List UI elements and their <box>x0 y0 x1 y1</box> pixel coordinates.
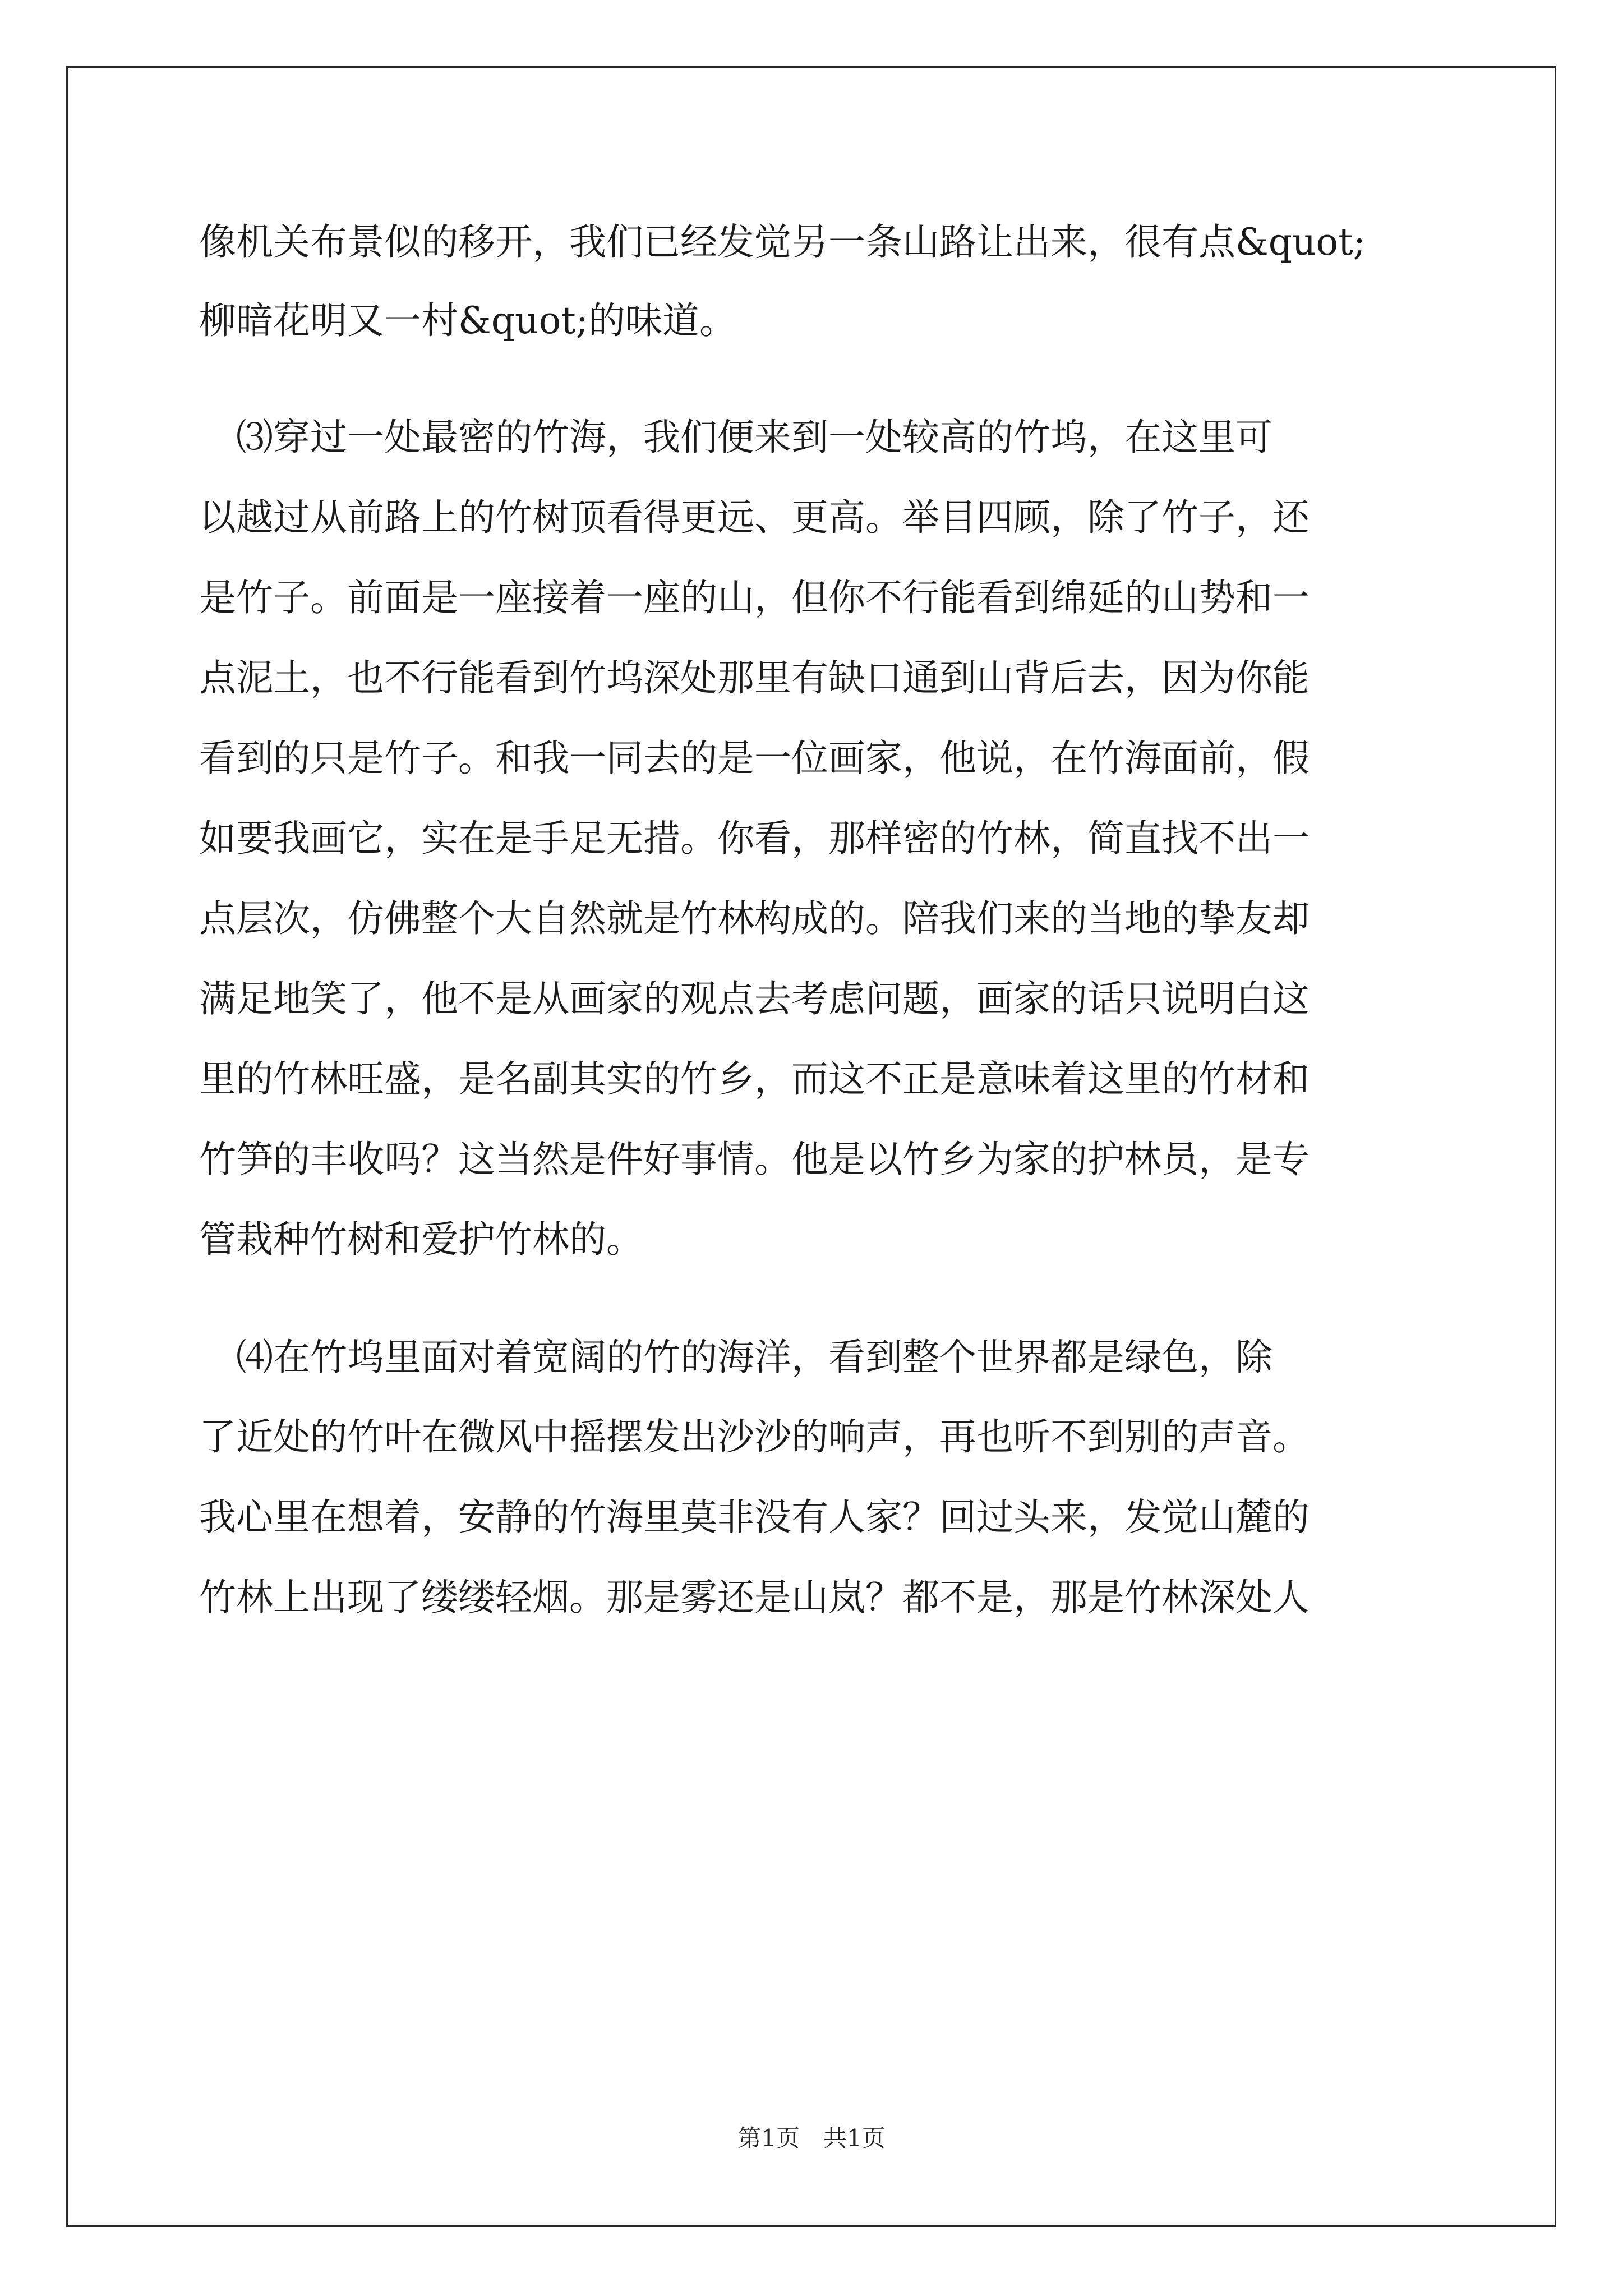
text-line: 管栽种竹树和爱护竹林的。 <box>199 1218 643 1261</box>
text-line: 像机关布景似的移开，我们已经发觉另一条山路让出来，很有点&quot; <box>199 220 1366 264</box>
paragraph-3-start: ⑶穿过一处最密的竹海，我们便来到一处较高的竹坞，在这里可 <box>236 416 1272 459</box>
text-line: 竹林上出现了缕缕轻烟。那是雾还是山岚？都不是，那是竹林深处人 <box>199 1576 1310 1619</box>
text-line: 满足地笑了，他不是从画家的观点去考虑问题，画家的话只说明白这 <box>199 977 1310 1020</box>
text-line: 点层次，仿佛整个大自然就是竹林构成的。陪我们来的当地的挚友却 <box>199 897 1310 940</box>
text-line: 竹笋的丰收吗？这当然是件好事情。他是以竹乡为家的护林员，是专 <box>199 1138 1310 1181</box>
paragraph-4-start: ⑷在竹坞里面对着宽阔的竹的海洋，看到整个世界都是绿色，除 <box>236 1336 1272 1379</box>
text-line: 里的竹林旺盛，是名副其实的竹乡，而这不正是意味着这里的竹材和 <box>199 1057 1310 1101</box>
text-line: 看到的只是竹子。和我一同去的是一位画家，他说，在竹海面前，假 <box>199 737 1310 780</box>
text-line: 柳暗花明又一村&quot;的味道。 <box>199 299 736 342</box>
text-line: 点泥土，也不行能看到竹坞深处那里有缺口通到山背后去，因为你能 <box>199 656 1310 700</box>
text-line: 是竹子。前面是一座接着一座的山，但你不行能看到绵延的山势和一 <box>199 576 1310 619</box>
text-line: 以越过从前路上的竹树顶看得更远、更高。举目四顾，除了竹子，还 <box>199 496 1310 539</box>
text-line: 了近处的竹叶在微风中摇摆发出沙沙的响声，再也听不到别的声音。 <box>199 1415 1310 1458</box>
text-line: 如要我画它，实在是手足无措。你看，那样密的竹林，简直找不出一 <box>199 817 1310 860</box>
text-line: 我心里在想着，安静的竹海里莫非没有人家？回过头来，发觉山麓的 <box>199 1496 1310 1539</box>
page-footer: 第1页 共1页 <box>737 2124 886 2152</box>
